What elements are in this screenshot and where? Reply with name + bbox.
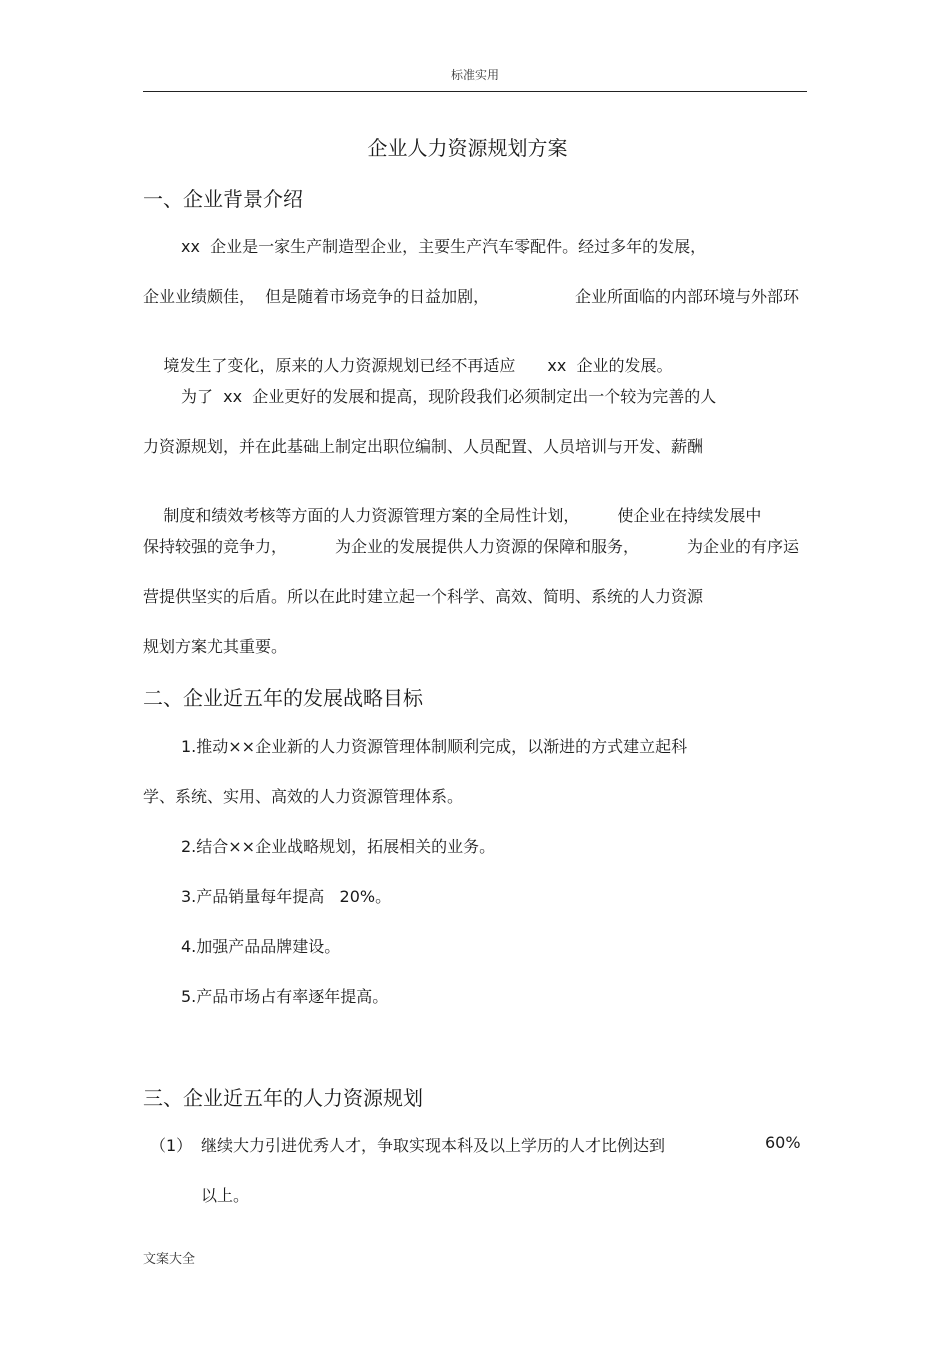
s2-item-5: 5.产品市场占有率逐年提高。 <box>181 987 389 1006</box>
s1-p2-line-4b: 为企业的发展提供人力资源的保障和服务， <box>334 537 639 556</box>
s1-p1-line-3b: xx 企业的发展。 <box>547 356 673 375</box>
s1-p2-line-4a: 保持较强的竞争力， <box>143 537 288 556</box>
section-1-heading: 一、企业背景介绍 <box>143 187 303 211</box>
s2-item-4: 4.加强产品品牌建设。 <box>181 937 341 956</box>
s1-p2-line-1: 为了 xx 企业更好的发展和提高，现阶段我们必须制定出一个较为完善的人 <box>181 387 717 406</box>
s2-item-1-line-1: 1.推动××企业新的人力资源管理体制顺利完成，以渐进的方式建立起科 <box>181 737 688 756</box>
s1-p2-line-3a: 制度和绩效考核等方面的人力资源管理方案的全局性计划， <box>163 506 580 525</box>
s1-p2-line-4 <box>143 534 799 557</box>
s3-item-1-text: 继续大力引进优秀人才，争取实现本科及以上学历的人才比例达到 <box>201 1136 666 1155</box>
s1-p1-line-2b: 企业所面临的内部环境与外部环 <box>574 287 799 306</box>
s3-item-1-value: 60% <box>765 1133 801 1152</box>
section-2-heading: 二、企业近五年的发展战略目标 <box>143 686 423 710</box>
document-title: 企业人力资源规划方案 <box>367 136 568 160</box>
s1-p2-line-4c: 为企业的有序运 <box>686 537 799 556</box>
s2-item-1-line-2: 学、系统、实用、高效的人力资源管理体系。 <box>143 787 464 806</box>
header-divider <box>143 91 807 92</box>
s1-p1-line-1: xx 企业是一家生产制造型企业，主要生产汽车零配件。经过多年的发展， <box>181 237 707 256</box>
s3-item-1-number: （1） <box>150 1136 193 1155</box>
page-footer: 文案大全 <box>143 1252 196 1267</box>
s1-p1-line-2a: 企业业绩颇佳， 但是随着市场竞争的日益加剧， <box>143 287 490 306</box>
s1-p1-line-2 <box>143 284 799 307</box>
s2-item-2: 2.结合××企业战略规划，拓展相关的业务。 <box>181 837 496 856</box>
s1-p2-line-6: 规划方案尤其重要。 <box>143 637 288 656</box>
section-3-heading: 三、企业近五年的人力资源规划 <box>143 1086 423 1110</box>
s3-item-1-continuation: 以上。 <box>201 1186 250 1205</box>
s1-p1-line-3a: 境发生了变化，原来的人力资源规划已经不再适应 <box>163 356 516 375</box>
s1-p2-line-2: 力资源规划，并在此基础上制定出职位编制、人员配置、人员培训与开发、薪酬 <box>143 437 704 456</box>
s1-p2-line-3b: 使企业在持续发展中 <box>617 506 762 525</box>
s1-p2-line-5: 营提供坚实的后盾。所以在此时建立起一个科学、高效、简明、系统的人力资源 <box>143 587 704 606</box>
page-header: 标准实用 <box>450 68 499 82</box>
s2-item-3: 3.产品销量每年提高 20%。 <box>181 887 392 906</box>
